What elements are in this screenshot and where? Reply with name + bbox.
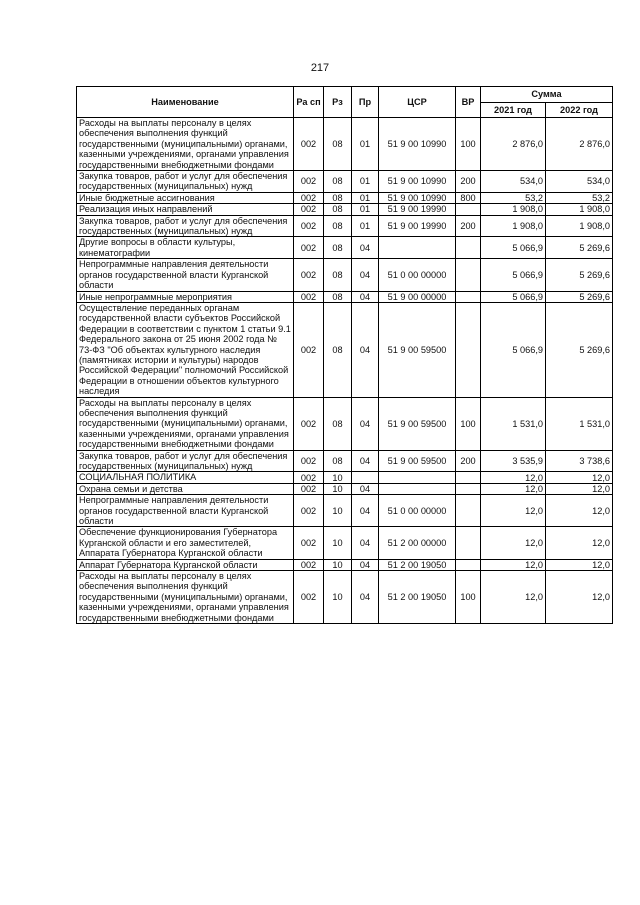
row-sum-2021: 12,0 — [481, 472, 546, 483]
budget-table — [76, 86, 613, 624]
header-year-2022: 2022 год — [546, 102, 613, 118]
row-sum-2021: 3 535,9 — [481, 450, 546, 472]
row-sum-2021: 12,0 — [481, 483, 546, 494]
row-sum-2021: 2 876,0 — [481, 118, 546, 171]
row-sum-2022: 12,0 — [546, 472, 613, 483]
row-csr: 51 9 00 10990 — [379, 171, 456, 193]
row-sum-2022: 12,0 — [546, 495, 613, 527]
header-csr: ЦСР — [379, 87, 456, 118]
row-rz: 10 — [324, 559, 352, 570]
row-csr: 51 9 00 00000 — [379, 291, 456, 302]
page-number: 217 — [310, 62, 330, 74]
row-name: Охрана семьи и детства — [77, 483, 294, 494]
row-sum-2021: 12,0 — [481, 559, 546, 570]
row-rasp: 002 — [294, 483, 324, 494]
row-csr: 51 2 00 19050 — [379, 571, 456, 624]
table-row — [77, 472, 613, 483]
row-vr: 200 — [456, 215, 481, 237]
row-vr: 200 — [456, 171, 481, 193]
table-row — [77, 495, 613, 527]
row-pr: 01 — [352, 192, 379, 203]
row-name: Аппарат Губернатора Курганской области — [77, 559, 294, 570]
row-vr: 200 — [456, 450, 481, 472]
row-pr: 04 — [352, 527, 379, 559]
row-pr: 01 — [352, 215, 379, 237]
row-name: Закупка товаров, работ и услуг для обеспечения государственных (муниципальных) нужд — [77, 171, 294, 193]
row-rz: 08 — [324, 204, 352, 215]
row-rasp: 002 — [294, 397, 324, 450]
row-sum-2022: 12,0 — [546, 559, 613, 570]
row-vr — [456, 527, 481, 559]
row-pr: 04 — [352, 237, 379, 259]
row-rasp: 002 — [294, 559, 324, 570]
row-sum-2022: 2 876,0 — [546, 118, 613, 171]
row-name: Другие вопросы в области культуры, кинематографии — [77, 237, 294, 259]
row-name: Расходы на выплаты персоналу в целях обеспечения выполнения функций государственными (муниципальными) органами, казенными учреждениями, органами управления государственными внебюджетными фондами — [77, 571, 294, 624]
row-vr: 100 — [456, 571, 481, 624]
row-rasp: 002 — [294, 204, 324, 215]
row-pr: 04 — [352, 450, 379, 472]
row-rasp: 002 — [294, 450, 324, 472]
row-vr: 800 — [456, 192, 481, 203]
row-rasp: 002 — [294, 302, 324, 397]
row-pr: 04 — [352, 259, 379, 291]
row-rz: 08 — [324, 215, 352, 237]
table-row — [77, 291, 613, 302]
table-row — [77, 302, 613, 397]
row-name: Иные непрограммные мероприятия — [77, 291, 294, 302]
row-rasp: 002 — [294, 237, 324, 259]
row-csr: 51 9 00 59500 — [379, 450, 456, 472]
row-sum-2021: 534,0 — [481, 171, 546, 193]
row-rz: 10 — [324, 571, 352, 624]
row-pr: 04 — [352, 483, 379, 494]
row-rz: 08 — [324, 118, 352, 171]
row-pr: 04 — [352, 302, 379, 397]
row-vr — [456, 204, 481, 215]
row-csr: 51 2 00 00000 — [379, 527, 456, 559]
row-vr: 100 — [456, 118, 481, 171]
table-row — [77, 559, 613, 570]
row-vr — [456, 302, 481, 397]
row-rz: 08 — [324, 302, 352, 397]
row-pr: 04 — [352, 397, 379, 450]
table-row — [77, 527, 613, 559]
row-rz: 08 — [324, 397, 352, 450]
table-row — [77, 118, 613, 171]
row-name: Обеспечение функционирования Губернатора Курганской области и его заместителей, Аппарата Губернатора Курганской области — [77, 527, 294, 559]
table-row — [77, 397, 613, 450]
row-pr: 04 — [352, 571, 379, 624]
row-pr: 01 — [352, 171, 379, 193]
row-sum-2021: 12,0 — [481, 527, 546, 559]
table-row — [77, 259, 613, 291]
row-name: Расходы на выплаты персоналу в целях обеспечения выполнения функций государственными (муниципальными) органами, казенными учреждениями, органами управления государственными внебюджетными фондами — [77, 397, 294, 450]
row-sum-2021: 5 066,9 — [481, 237, 546, 259]
row-sum-2022: 1 531,0 — [546, 397, 613, 450]
row-name: Расходы на выплаты персоналу в целях обеспечения выполнения функций государственными (муниципальными) органами, казенными учреждениями, органами управления государственными внебюджетными фондами — [77, 118, 294, 171]
row-sum-2022: 5 269,6 — [546, 237, 613, 259]
row-rasp: 002 — [294, 571, 324, 624]
row-name: Осуществление переданных органам государственной власти субъектов Российской Федерации в соответствии с пунктом 1 статьи 9.1 Федерального закона от 25 июня 2002 года № 73-ФЗ "Об объектах культурного наследия (памятниках истории и культуры) народов Российской Федерации" полномочий Российской Федерации в отношении объектов культурного наследия — [77, 302, 294, 397]
row-rz: 08 — [324, 192, 352, 203]
table-row — [77, 483, 613, 494]
row-csr: 51 9 00 10990 — [379, 192, 456, 203]
table-row — [77, 192, 613, 203]
row-sum-2022: 12,0 — [546, 483, 613, 494]
table-row — [77, 204, 613, 215]
row-sum-2022: 3 738,6 — [546, 450, 613, 472]
row-pr: 04 — [352, 291, 379, 302]
row-rz: 08 — [324, 237, 352, 259]
header-name: Наименование — [77, 87, 294, 118]
row-name: Закупка товаров, работ и услуг для обеспечения государственных (муниципальных) нужд — [77, 450, 294, 472]
row-name: СОЦИАЛЬНАЯ ПОЛИТИКА — [77, 472, 294, 483]
row-rz: 10 — [324, 495, 352, 527]
table-row — [77, 450, 613, 472]
row-name: Реализация иных направлений — [77, 204, 294, 215]
header-pr: Пр — [352, 87, 379, 118]
row-csr: 51 2 00 19050 — [379, 559, 456, 570]
header-year-2021: 2021 год — [481, 102, 546, 118]
row-pr: 04 — [352, 495, 379, 527]
row-rz: 10 — [324, 527, 352, 559]
row-rz: 08 — [324, 259, 352, 291]
row-vr — [456, 237, 481, 259]
row-rasp: 002 — [294, 495, 324, 527]
row-sum-2021: 5 066,9 — [481, 302, 546, 397]
row-sum-2022: 5 269,6 — [546, 291, 613, 302]
row-pr: 04 — [352, 559, 379, 570]
row-name: Закупка товаров, работ и услуг для обеспечения государственных (муниципальных) нужд — [77, 215, 294, 237]
row-csr: 51 9 00 59500 — [379, 302, 456, 397]
row-csr — [379, 237, 456, 259]
row-name: Непрограммные направления деятельности органов государственной власти Курганской области — [77, 495, 294, 527]
header-rasp: Ра сп — [294, 87, 324, 118]
row-sum-2021: 12,0 — [481, 571, 546, 624]
table-row — [77, 215, 613, 237]
row-vr: 100 — [456, 397, 481, 450]
row-csr: 51 9 00 10990 — [379, 118, 456, 171]
row-csr: 51 0 00 00000 — [379, 495, 456, 527]
row-sum-2021: 1 531,0 — [481, 397, 546, 450]
row-sum-2022: 5 269,6 — [546, 259, 613, 291]
row-vr — [456, 472, 481, 483]
row-rasp: 002 — [294, 171, 324, 193]
row-sum-2021: 1 908,0 — [481, 204, 546, 215]
row-rz: 08 — [324, 450, 352, 472]
row-vr — [456, 259, 481, 291]
row-sum-2022: 1 908,0 — [546, 204, 613, 215]
row-sum-2022: 12,0 — [546, 571, 613, 624]
row-sum-2022: 53,2 — [546, 192, 613, 203]
row-csr — [379, 472, 456, 483]
row-sum-2021: 1 908,0 — [481, 215, 546, 237]
row-pr: 01 — [352, 204, 379, 215]
row-vr — [456, 291, 481, 302]
row-vr — [456, 559, 481, 570]
header-vr: ВР — [456, 87, 481, 118]
row-sum-2021: 12,0 — [481, 495, 546, 527]
row-name: Непрограммные направления деятельности органов государственной власти Курганской области — [77, 259, 294, 291]
row-vr — [456, 495, 481, 527]
table-row — [77, 571, 613, 624]
row-rasp: 002 — [294, 291, 324, 302]
row-vr — [456, 483, 481, 494]
row-rasp: 002 — [294, 527, 324, 559]
table-row — [77, 237, 613, 259]
row-csr: 51 9 00 19990 — [379, 215, 456, 237]
header-sum: Сумма — [481, 87, 613, 103]
row-rz: 10 — [324, 472, 352, 483]
row-rz: 08 — [324, 291, 352, 302]
row-csr: 51 0 00 00000 — [379, 259, 456, 291]
row-sum-2021: 53,2 — [481, 192, 546, 203]
row-pr — [352, 472, 379, 483]
header-rz: Рз — [324, 87, 352, 118]
row-csr: 51 9 00 19990 — [379, 204, 456, 215]
row-pr: 01 — [352, 118, 379, 171]
row-sum-2022: 534,0 — [546, 171, 613, 193]
row-rasp: 002 — [294, 259, 324, 291]
table-row — [77, 171, 613, 193]
row-sum-2022: 12,0 — [546, 527, 613, 559]
row-csr — [379, 483, 456, 494]
row-sum-2021: 5 066,9 — [481, 259, 546, 291]
row-name: Иные бюджетные ассигнования — [77, 192, 294, 203]
row-rasp: 002 — [294, 192, 324, 203]
row-rasp: 002 — [294, 215, 324, 237]
row-rasp: 002 — [294, 118, 324, 171]
row-sum-2022: 5 269,6 — [546, 302, 613, 397]
row-rasp: 002 — [294, 472, 324, 483]
row-rz: 08 — [324, 171, 352, 193]
row-sum-2021: 5 066,9 — [481, 291, 546, 302]
row-rz: 10 — [324, 483, 352, 494]
row-csr: 51 9 00 59500 — [379, 397, 456, 450]
row-sum-2022: 1 908,0 — [546, 215, 613, 237]
